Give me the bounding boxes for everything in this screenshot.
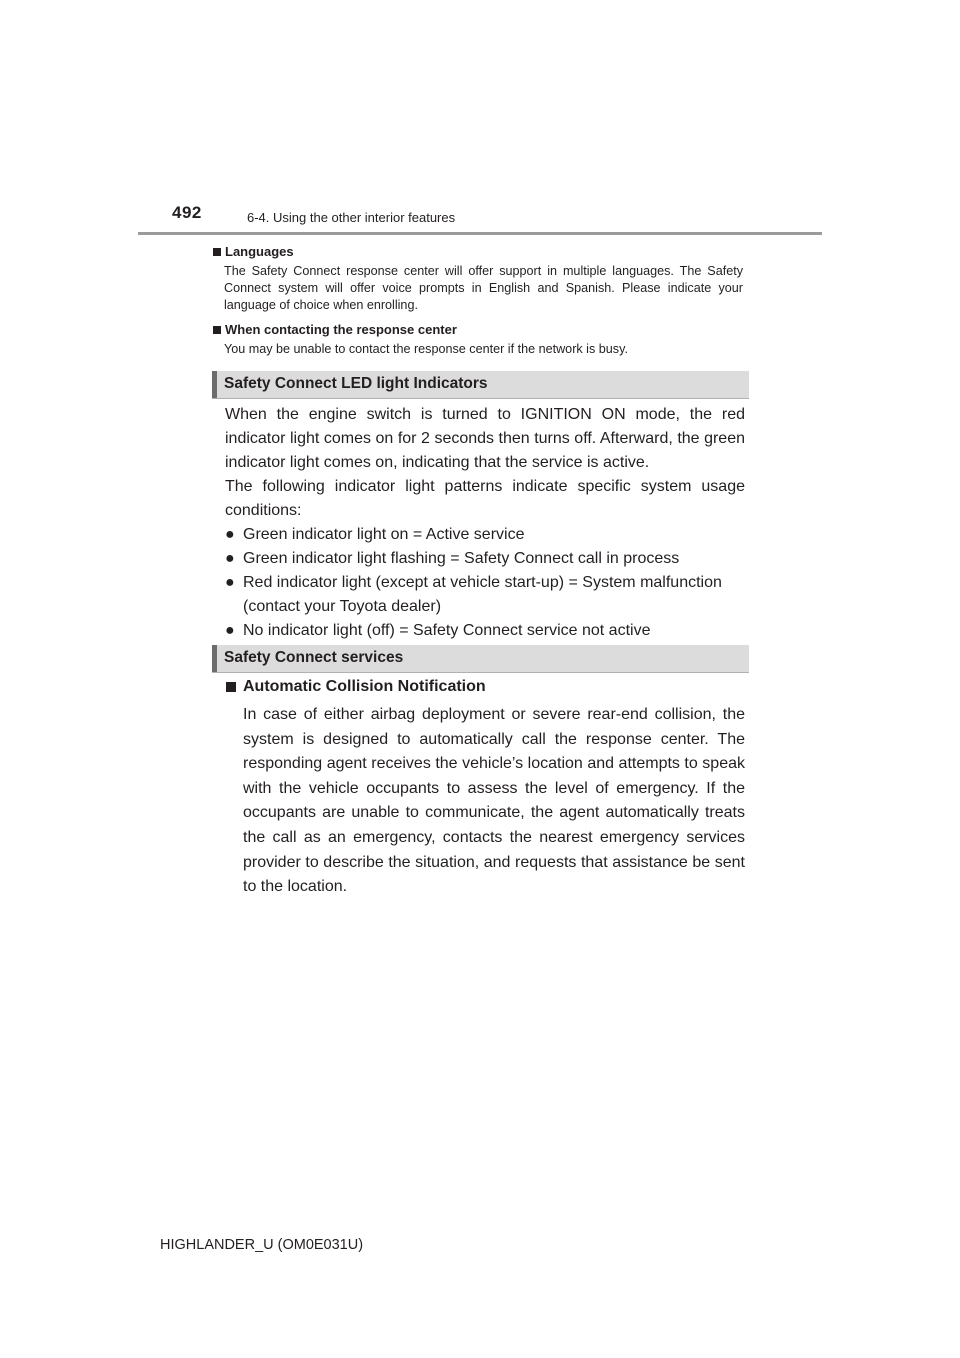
list-item-text: Red indicator light (except at vehicle start-up) = System malfunction (contact your Toyota dealer) [243, 574, 722, 615]
list-item-text: Green indicator light flashing = Safety Connect call in process [243, 550, 680, 567]
bullet-dot-icon: ● [225, 574, 235, 591]
footer-model: HIGHLANDER_U (OM0E031U) [160, 1237, 364, 1253]
note-title: Languages [225, 244, 294, 259]
section-title: 6-4. Using the other interior features [247, 210, 456, 225]
note-contacting [213, 322, 743, 358]
page-number: 492 [172, 203, 202, 222]
list-item [225, 523, 745, 547]
section-band-led [212, 371, 749, 399]
header-rule [138, 232, 822, 235]
band-accent [212, 645, 217, 672]
note-languages [213, 244, 743, 314]
subsection-body: In case of either airbag deployment or severe rear-end collision, the system is designed to automatically call the response center. The responding agent receives the vehicle’s location and attempts to speak with the vehicle occupants to assess the level of emergency. If the occupants are unable to communicate, the agent automatically treats the call as an emergency, contacts the nearest emergency services provider to describe the situation, and requests that assistance be sent to the location. [243, 706, 745, 896]
list-item-text: No indicator light (off) = Safety Connect service not active [243, 622, 651, 639]
subsection-title: Automatic Collision Notification [243, 678, 486, 695]
section-heading: Safety Connect services [224, 649, 404, 666]
led-body [225, 403, 745, 643]
led-intro-2: The following indicator light patterns indicate specific system usage conditions: [225, 478, 745, 519]
note-body: The Safety Connect response center will offer support in multiple languages. The Safety Connect system will offer voice prompts in English and Spanish. Please indicate your language of choice when enrolling. [224, 264, 743, 312]
subsection-heading [226, 678, 486, 696]
note-body: You may be unable to contact the response center if the network is busy. [224, 342, 628, 356]
list-item [225, 547, 745, 571]
band-accent [212, 371, 217, 398]
section-band-services [212, 645, 749, 673]
led-intro: When the engine switch is turned to IGNITION ON mode, the red indicator light comes on for 2 seconds then turns off. Afterward, the green indicator light comes on, indicating that the service is active. [225, 406, 745, 471]
square-bullet-icon [213, 326, 221, 334]
bullet-dot-icon: ● [225, 550, 235, 567]
section-heading: Safety Connect LED light Indicators [224, 375, 488, 392]
square-bullet-icon [213, 248, 221, 256]
list-item [225, 619, 745, 643]
note-title: When contacting the response center [225, 322, 457, 337]
bullet-dot-icon: ● [225, 526, 235, 543]
square-bullet-icon [226, 682, 236, 692]
list-item-text: Green indicator light on = Active service [243, 526, 525, 543]
bullet-dot-icon: ● [225, 622, 235, 639]
list-item [225, 571, 745, 619]
